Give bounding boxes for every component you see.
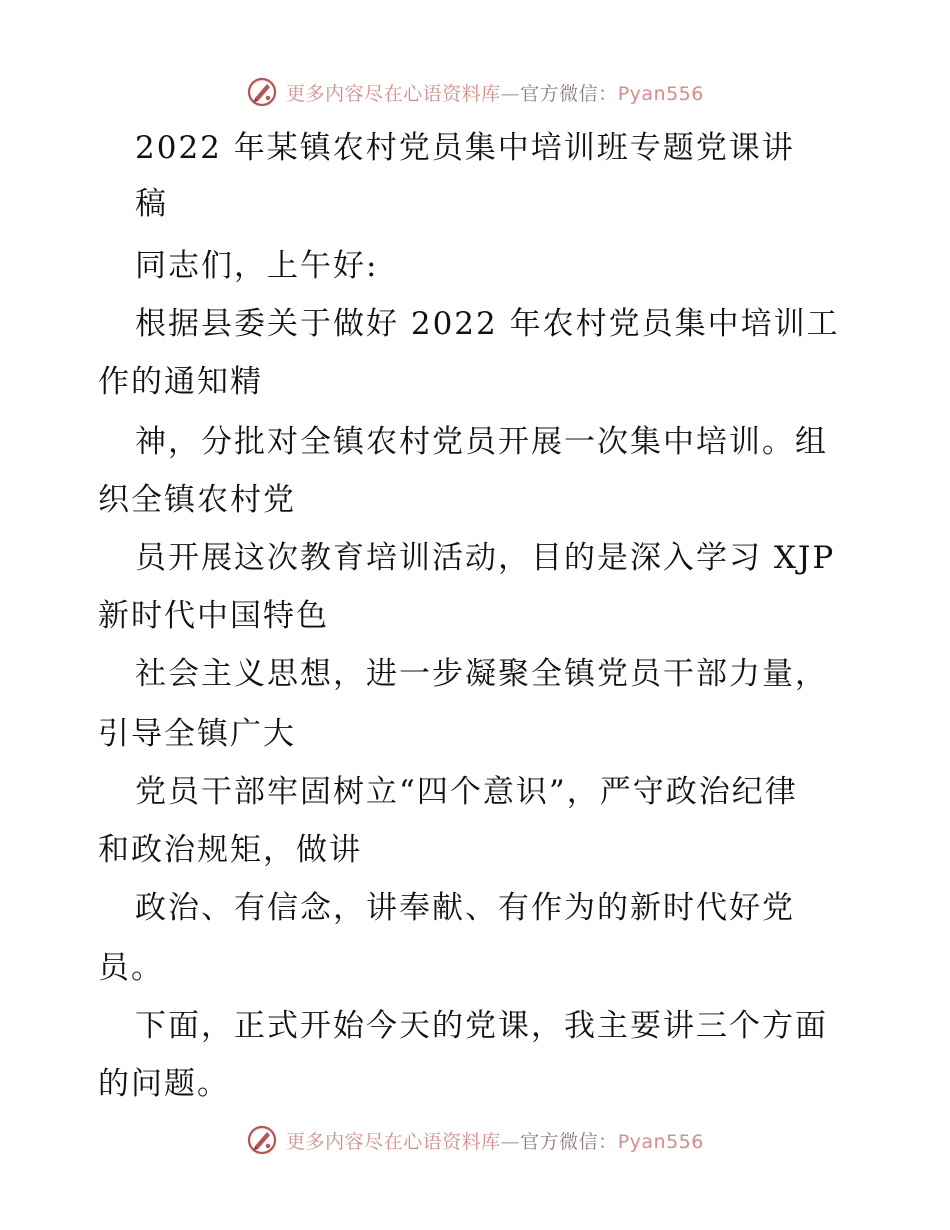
body-line: 神，分批对全镇农村党员开展一次集中培训。组 bbox=[135, 424, 828, 460]
body-line: 的问题。 bbox=[98, 1066, 230, 1102]
watermark-id-text: Pyan556 bbox=[617, 1130, 704, 1153]
body-line: 社会主义思想，进一步凝聚全镇党员干部力量， bbox=[135, 656, 828, 692]
watermark-id-text: Pyan556 bbox=[617, 82, 704, 105]
watermark-sub-text: 官方微信： bbox=[520, 82, 618, 105]
body-line: 党员干部牢固树立“四个意识”，严守政治纪律 bbox=[135, 774, 798, 810]
document-title-line-2: 稿 bbox=[135, 186, 168, 222]
greeting: 同志们，上午好: bbox=[135, 248, 379, 284]
body-line: 员开展这次教育培训活动，目的是深入学习 XJP bbox=[135, 540, 836, 576]
footer-watermark bbox=[0, 1118, 950, 1162]
watermark-main-text: 更多内容尽在心语资料库 bbox=[286, 1130, 501, 1153]
body-line: 员。 bbox=[98, 950, 164, 986]
pen-circle-logo-icon bbox=[246, 1124, 278, 1156]
watermark-separator: — bbox=[500, 82, 521, 105]
body-line: 织全镇农村党 bbox=[98, 482, 296, 518]
body-line: 引导全镇广大 bbox=[98, 716, 296, 752]
body-line: 和政治规矩，做讲 bbox=[98, 832, 362, 868]
body-line: 作的通知精 bbox=[98, 364, 263, 400]
watermark-separator: — bbox=[500, 1130, 521, 1153]
body-line: 下面，正式开始今天的党课，我主要讲三个方面 bbox=[135, 1008, 828, 1044]
document-title-line-1: 2022 年某镇农村党员集中培训班专题党课讲 bbox=[135, 130, 795, 166]
watermark-text bbox=[286, 1127, 704, 1154]
watermark-sub-text: 官方微信： bbox=[520, 1130, 618, 1153]
body-line: 政治、有信念，讲奉献、有作为的新时代好党 bbox=[135, 890, 795, 926]
body-line: 新时代中国特色 bbox=[98, 598, 329, 634]
body-line: 根据县委关于做好 2022 年农村党员集中培训工 bbox=[135, 306, 840, 342]
watermark-main-text: 更多内容尽在心语资料库 bbox=[286, 82, 501, 105]
